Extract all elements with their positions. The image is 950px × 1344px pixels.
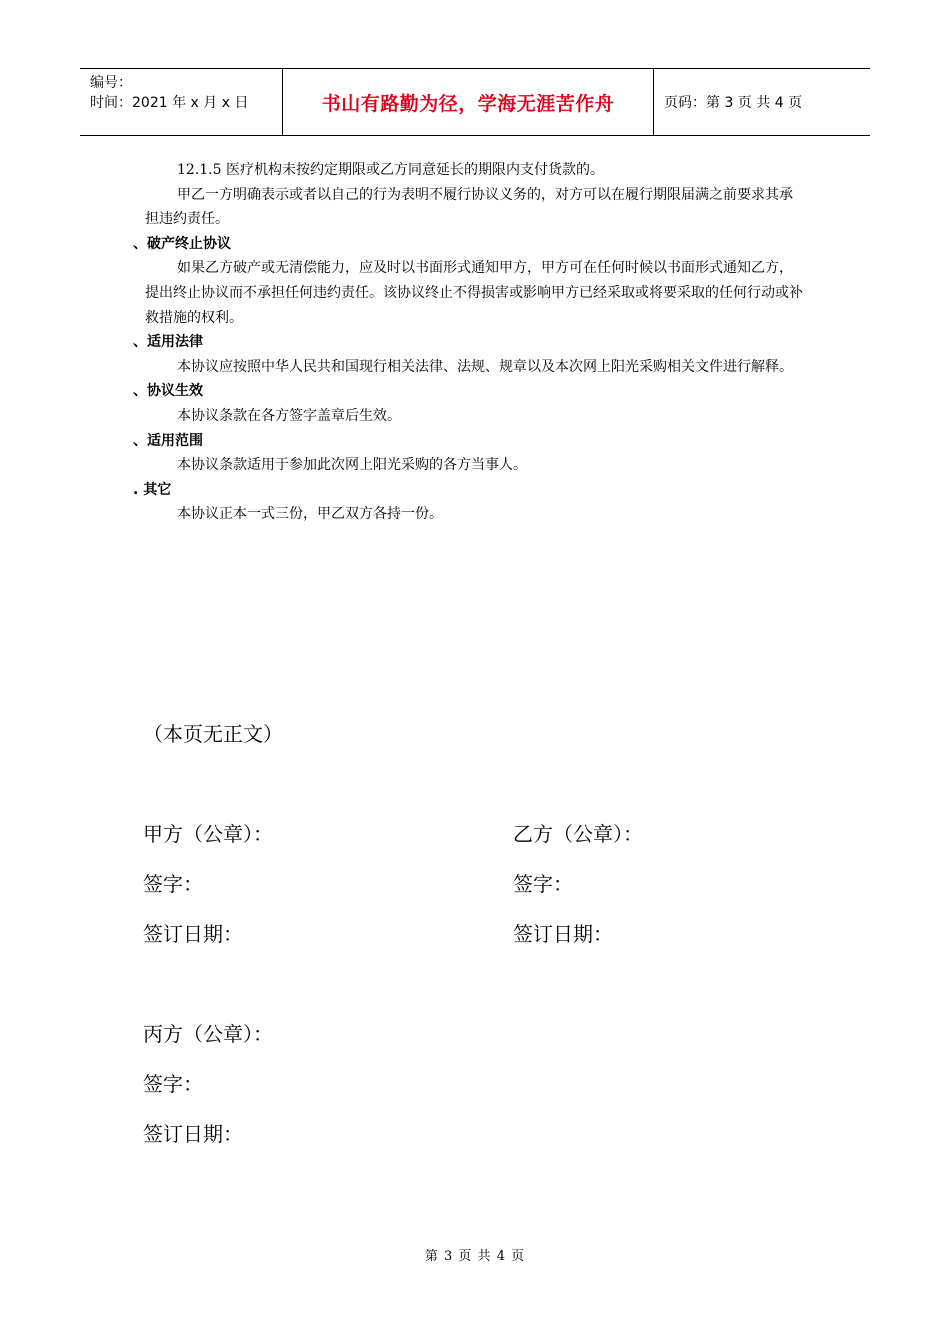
- heading-applicable-law: 、适用法律: [133, 334, 203, 351]
- other-paragraph: 本协议正本一式三份，甲乙双方各持一份。: [177, 506, 443, 523]
- party-c-date-label: 签订日期：: [143, 1122, 243, 1146]
- clause-12-1-5: 12.1.5 医疗机构未按约定期限或乙方同意延长的期限内支付货款的。: [177, 162, 604, 178]
- party-c-seal-label: 丙方（公章）：: [143, 1022, 273, 1046]
- effectiveness-paragraph: 本协议条款在各方签字盖章后生效。: [177, 407, 401, 424]
- heading-other: . 其它: [133, 481, 172, 498]
- page-footer: 第 3 页 共 4 页: [424, 1249, 526, 1264]
- page-header: [80, 68, 870, 136]
- header-page-info: 页码：第 3 页 共 4 页: [664, 95, 803, 111]
- header-motto-cell: [282, 69, 654, 135]
- heading-effectiveness: 、协议生效: [133, 383, 203, 400]
- document-body: [133, 158, 805, 527]
- scope-paragraph: 本协议条款适用于参加此次网上阳光采购的各方当事人。: [177, 457, 527, 474]
- time-label: 时间：2021 年 x 月 x 日: [90, 95, 249, 111]
- header-left-cell: [80, 69, 282, 135]
- party-b-sign-label: 签字：: [513, 872, 573, 896]
- code-label: 编号：: [90, 75, 132, 91]
- party-b-seal-label: 乙方（公章）：: [513, 822, 643, 846]
- motto-text: 书山有路勤为径，学海无涯苦作舟: [321, 92, 615, 115]
- applicable-law-paragraph: 本协议应按照中华人民共和国现行相关法律、法规、规章以及本次网上阳光采购相关文件进行解释。: [177, 358, 793, 375]
- heading-scope: 、适用范围: [133, 432, 203, 449]
- party-a-seal-label: 甲方（公章）：: [143, 822, 273, 846]
- heading-bankruptcy: 、破产终止协议: [133, 235, 231, 252]
- party-a-sign-label: 签字：: [143, 872, 203, 896]
- party-b-date-label: 签订日期：: [513, 922, 613, 946]
- no-body-note: （本页无正文）: [143, 722, 283, 746]
- breach-paragraph: 甲乙一方明确表示或者以自己的行为表明不履行协议义务的，对方可以在履行期限届满之前要求其承担违约责任。: [145, 186, 793, 228]
- party-a-date-label: 签订日期：: [143, 922, 243, 946]
- bankruptcy-paragraph: 如果乙方破产或无清偿能力，应及时以书面形式通知甲方，甲方可在任何时候以书面形式通知乙方，提出终止协议而不承担任何违约责任。该协议终止不得损害或影响甲方已经采取或将要采取的任何行动或补救措施的权利。: [145, 260, 803, 326]
- party-c-sign-label: 签字：: [143, 1072, 203, 1096]
